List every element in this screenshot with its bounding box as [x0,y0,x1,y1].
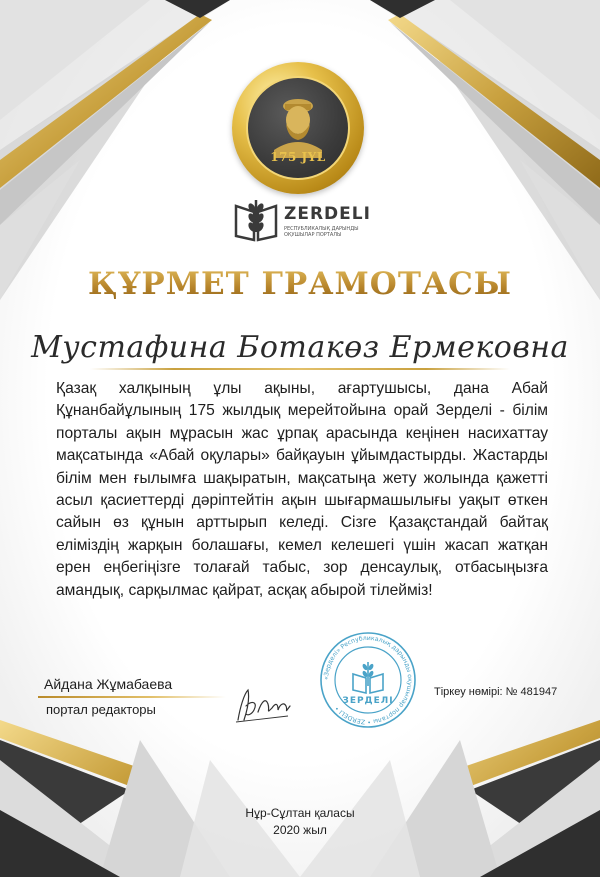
medal-inner-disc [246,76,350,180]
logo-name: ZERDELI [284,204,371,224]
official-stamp [318,630,418,730]
signer-underline [38,696,226,698]
registration-number [434,686,557,698]
registration-label: Тіркеу нөмірі: № [434,686,518,698]
medal-label: 175 JYL [270,150,326,164]
recipient-underline [90,368,510,370]
stamp-center-text: ЗЕРДЕЛІ [342,696,394,706]
signer-role: портал редакторы [46,702,156,717]
recipient-name: Мустафина Ботакөз Ермековна [31,330,569,365]
handwritten-signature [232,680,296,726]
registration-value: 481947 [520,686,558,698]
logo-subtitle: РЕСПУБЛИКАЛЫҚ ДАРЫНДЫ ОҚУШЫЛАР ПОРТАЛЫ [284,226,359,238]
anniversary-medal [232,62,364,194]
issue-year: 2020 жыл [273,823,327,837]
certificate-title: ҚҰРМЕТ ГРАМОТАСЫ [0,266,600,302]
signer-name: Айдана Жұмабаева [44,676,173,692]
certificate-body-text: Қазақ халқының ұлы ақыны, ағартушысы, дана Абай Құнанбайұлының 175 жылдық мерейтойына орай Зерделі - білім порталы ақын мұрасын жас ұрпақ арасында кеңінен насихаттау мақсатында «Абай оқулары» байқауын ұйымдастырды. Жастарды білім мен ғылымға шақыратын, мақсатыңа жету жолында қажетті асыл қасиеттерді дәріптейтін ақын шығармашылығы уақыт өткен сайын өз құнын арттырып келеді. Сізге Қазақстандай байтақ еліміздің жарқын болашағы, кемел келешегі үшін жасап жатқан ерен еңбегіңізге толағай табыс, зор денсаулық, отбасыңызға амандық, сарқылмас қайрат, асқақ абырой тілейміз! [56,380,548,599]
zerdeli-logo [232,198,372,248]
stamp-ring-text: «Зерделі» Республикалық дарынды оқушылар порталы • ZERDELI • [322,634,414,726]
book-wheat-icon [232,198,280,244]
issue-city: Нұр-Сұлтан қаласы [245,806,355,820]
